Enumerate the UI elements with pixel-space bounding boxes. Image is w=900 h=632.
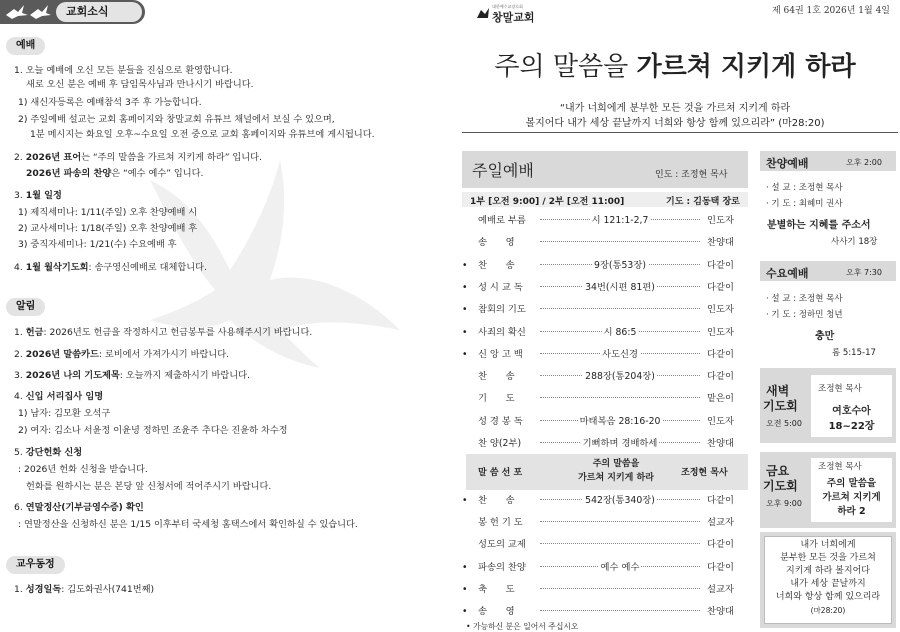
notice-line: 5. 강단헌화 신청	[14, 447, 83, 458]
worship-line: 2026년 파송의 찬양은 “예수 예수” 입니다.	[26, 168, 204, 179]
order-item-name: 참회의 기도	[478, 304, 526, 316]
member-line: 1. 성경일독: 김도화권사(741번째)	[14, 584, 155, 595]
dawn-title-2: 기도회	[763, 399, 798, 413]
leader-dots	[540, 397, 700, 398]
footnote: • 가능하신 분은 일어서 주십시오	[466, 622, 579, 631]
leader-dots	[540, 610, 700, 611]
order-item-who: 다같이	[707, 539, 734, 551]
order-item-who: 다같이	[707, 259, 734, 271]
fri-sermon-2: 가르쳐 지키게	[822, 492, 881, 503]
section-worship: 예배	[6, 37, 45, 55]
order-item-who: 설교자	[707, 517, 734, 529]
wed-preacher: · 설 교 : 조정현 목사	[766, 294, 843, 304]
worship-line: 3. 1월 일정	[14, 190, 62, 201]
order-item-who: 인도자	[707, 304, 734, 316]
praise-prayer: · 기 도 : 최혜미 권사	[766, 199, 843, 209]
order-item-name: 찬 양(2부)	[478, 438, 522, 449]
fri-title-1: 금요	[766, 464, 790, 478]
notice-line: 1) 남자: 김모환 오석구	[18, 408, 111, 419]
order-item-detail: 예수 예수	[600, 561, 640, 573]
bullet-icon: •	[462, 304, 468, 316]
order-item-detail: 288장(통204장)	[585, 371, 655, 383]
order-item-who: 인도자	[707, 415, 734, 427]
praise-preacher: · 설 교 : 조정현 목사	[766, 183, 843, 193]
sermon-title-2: 가르쳐 지키게 하라	[578, 473, 654, 483]
section-members: 교우동정	[6, 556, 65, 574]
notice-line: 6. 연말정산(기부금영수증) 확인	[14, 502, 144, 513]
leader-dots	[540, 241, 700, 242]
worship-line: 2) 교사세미나: 1/18(주일) 오후 찬양예배 후	[18, 223, 198, 234]
verse-line: “내가 너희에게 분부한 모든 것을 가르쳐 지키게 하라	[559, 103, 791, 114]
section-notice: 알림	[6, 298, 45, 316]
order-item-name: 성 경 봉 독	[478, 415, 523, 427]
bullet-icon: •	[462, 348, 468, 360]
sermon-label: 말 씀 선 포	[478, 468, 523, 478]
order-item-detail: 34번(시편 81편)	[585, 281, 655, 293]
main-service-leader: 인도 : 조정현 목사	[655, 170, 728, 180]
order-item-name: 성 시 교 독	[478, 281, 523, 293]
order-item-who: 다같이	[707, 495, 734, 506]
worship-line: 4. 1월 월삭기도회: 송구영신예배로 대체합니다.	[14, 262, 207, 273]
doves-icon	[4, 3, 52, 21]
order-item-detail: 마태복음 28:16-20	[579, 415, 661, 427]
order-item-detail: 시 121:1-2,7	[591, 215, 649, 226]
praise-time: 오후 2:00	[846, 158, 882, 167]
notice-line: 헌화를 원하시는 분은 본당 앞 신청서에 적어주시기 바랍니다.	[26, 481, 272, 492]
order-item-who: 찬양대	[707, 438, 734, 449]
order-item-who: 다같이	[707, 348, 734, 360]
order-item-detail: 542장(통340장)	[585, 495, 655, 506]
notice-line: 2. 2026년 말씀카드: 로비에서 가져가시기 바랍니다.	[14, 349, 229, 360]
order-item-name: 파송의 찬양	[478, 561, 526, 573]
order-item-who: 다같이	[707, 281, 734, 293]
fri-time: 오후 9:00	[766, 499, 802, 508]
leader-dots	[540, 308, 700, 309]
fri-preacher: 조정현 목사	[818, 462, 862, 472]
notice-line: 4. 신입 서리집사 임명	[14, 391, 104, 402]
service-prayer: 기도 : 김동택 장로	[666, 197, 740, 207]
church-logo-icon	[476, 6, 490, 20]
order-item-who: 다같이	[707, 561, 734, 573]
verse-line: 볼지어다 내가 세상 끝날까지 너희와 항상 함께 있으리라” (마28:20)	[525, 118, 825, 129]
order-item-name: 송 영	[478, 237, 515, 249]
order-item-who: 맡은이	[707, 393, 734, 405]
bullet-icon: •	[462, 259, 468, 271]
order-item-who: 설교자	[707, 583, 734, 595]
page-title: 주의 말씀을 가르쳐 지키게 하라	[494, 52, 856, 82]
order-item-name: 축 도	[478, 583, 515, 595]
notice-line: : 연말정산을 신청하신 분은 1/15 이후부터 국세청 홈택스에서 확인하실 수 있습니다.	[18, 519, 358, 530]
bullet-icon: •	[462, 281, 468, 293]
worship-line: 2) 주일예배 설교는 교회 홈페이지와 창말교회 유튜브 채널에서 보실 수 있으며,	[18, 114, 335, 125]
news-header	[0, 0, 145, 24]
fri-title-2: 기도회	[763, 479, 798, 493]
worship-line: 3) 중직자세미나: 1/21(수) 수요예배 후	[18, 239, 177, 250]
order-item-detail: 9장(통53장)	[594, 259, 646, 271]
service-times: 1부 [오전 9:00] / 2부 [오전 11:00]	[470, 197, 625, 207]
order-item-name: 사죄의 확신	[478, 326, 526, 338]
fri-sermon-1: 주의 말씀을	[826, 478, 877, 489]
worship-line: 1) 제직세미나: 1/11(주일) 오후 찬양예배 시	[18, 207, 198, 218]
worship-line: 새로 오신 분은 예배 후 담임목사님과 만나시기 바랍니다.	[26, 79, 254, 90]
notice-line: 1. 헌금: 2026년도 헌금을 작정하시고 헌금봉투를 사용해주시기 바랍니다.	[14, 327, 313, 338]
notice-line: 2) 여자: 김소나 서윤정 이윤녕 정하민 조윤주 추다은 진윤하 차수정	[18, 425, 288, 436]
notice-line: 3. 2026년 나의 기도제목: 오늘까지 제출하시기 바랍니다.	[14, 370, 250, 381]
bullet-icon: •	[462, 326, 468, 338]
order-item-who: 다같이	[707, 371, 734, 383]
wed-sermon: 충만	[815, 331, 835, 342]
order-item-name: 찬 송	[478, 259, 515, 271]
praise-ref: 사사기 18장	[831, 237, 878, 247]
main-service-title: 주일예배	[472, 161, 534, 180]
bullet-icon: •	[462, 561, 468, 573]
fri-sermon-3: 하라 2	[837, 506, 866, 517]
bullet-icon: •	[462, 495, 468, 506]
order-item-name: 성도의 교제	[478, 539, 526, 551]
verse-card: 내가 너희에게 분부한 모든 것을 가르쳐 지키게 하라 볼지어다 내가 세상 끝날까지 너희와 항상 함께 있으리라 (마28:20)	[764, 536, 892, 624]
dawn-preacher: 조정현 목사	[818, 384, 862, 394]
order-item-who: 인도자	[707, 215, 734, 226]
leader-dots	[540, 543, 700, 544]
order-item-who: 인도자	[707, 326, 734, 338]
divider	[462, 132, 898, 133]
worship-line: 2. 2026년 표어는 “주의 말씀을 가르쳐 지키게 하라” 입니다.	[14, 152, 262, 163]
worship-line: 1분 메시지는 화요일 오후~수요일 오전 중으로 교회 홈페이지와 유튜브에 게시됩니다.	[30, 129, 375, 140]
notice-line: : 2026년 헌화 신청을 받습니다.	[18, 464, 148, 475]
order-item-name: 예배로 부름	[478, 215, 526, 226]
worship-line: 1. 오늘 예배에 오신 모든 분들을 진심으로 환영합니다.	[14, 65, 233, 76]
dawn-time: 오전 5:00	[766, 419, 802, 428]
order-item-name: 송 영	[478, 606, 515, 617]
leader-dots	[540, 521, 700, 522]
order-item-name: 기 도	[478, 393, 515, 405]
praise-title: 찬양예배	[766, 157, 809, 170]
news-title: 교회소식	[56, 2, 142, 22]
wed-title: 수요예배	[766, 267, 809, 280]
order-item-detail: 사도신경	[602, 348, 638, 360]
worship-line: 1) 새신자등록은 예배참석 3주 후 가능합니다.	[18, 97, 202, 108]
dawn-sermon-2: 18~22장	[828, 421, 875, 432]
bullet-icon: •	[462, 583, 468, 595]
leader-dots	[540, 588, 700, 589]
order-item-name: 봉 헌 기 도	[478, 517, 523, 529]
wed-time: 오후 7:30	[846, 268, 882, 277]
wed-prayer: · 기 도 : 정하민 청년	[766, 310, 843, 320]
praise-sermon: 분별하는 지혜를 주소서	[767, 220, 871, 231]
sermon-title-1: 주의 말씀을	[592, 459, 640, 469]
order-item-detail: 시 86:5	[603, 326, 637, 338]
order-item-who: 찬양대	[707, 237, 734, 249]
wed-ref: 롬 5:15-17	[832, 348, 876, 358]
dawn-sermon-1: 여호수아	[832, 406, 871, 417]
issue-info: 제 64권 1호 2026년 1월 4일	[771, 6, 890, 16]
dawn-title-1: 새벽	[766, 384, 790, 398]
order-item-name: 찬 송	[478, 495, 515, 506]
sermon-by: 조정현 목사	[681, 468, 728, 478]
order-item-who: 찬양대	[707, 606, 734, 617]
bullet-icon: •	[462, 606, 468, 617]
order-item-name: 신 앙 고 백	[478, 348, 523, 360]
order-item-detail: 기뻐하며 경배하세	[582, 438, 658, 449]
church-logo: 대한예수교장로회 창말교회	[476, 4, 546, 22]
order-item-name: 찬 송	[478, 371, 515, 383]
